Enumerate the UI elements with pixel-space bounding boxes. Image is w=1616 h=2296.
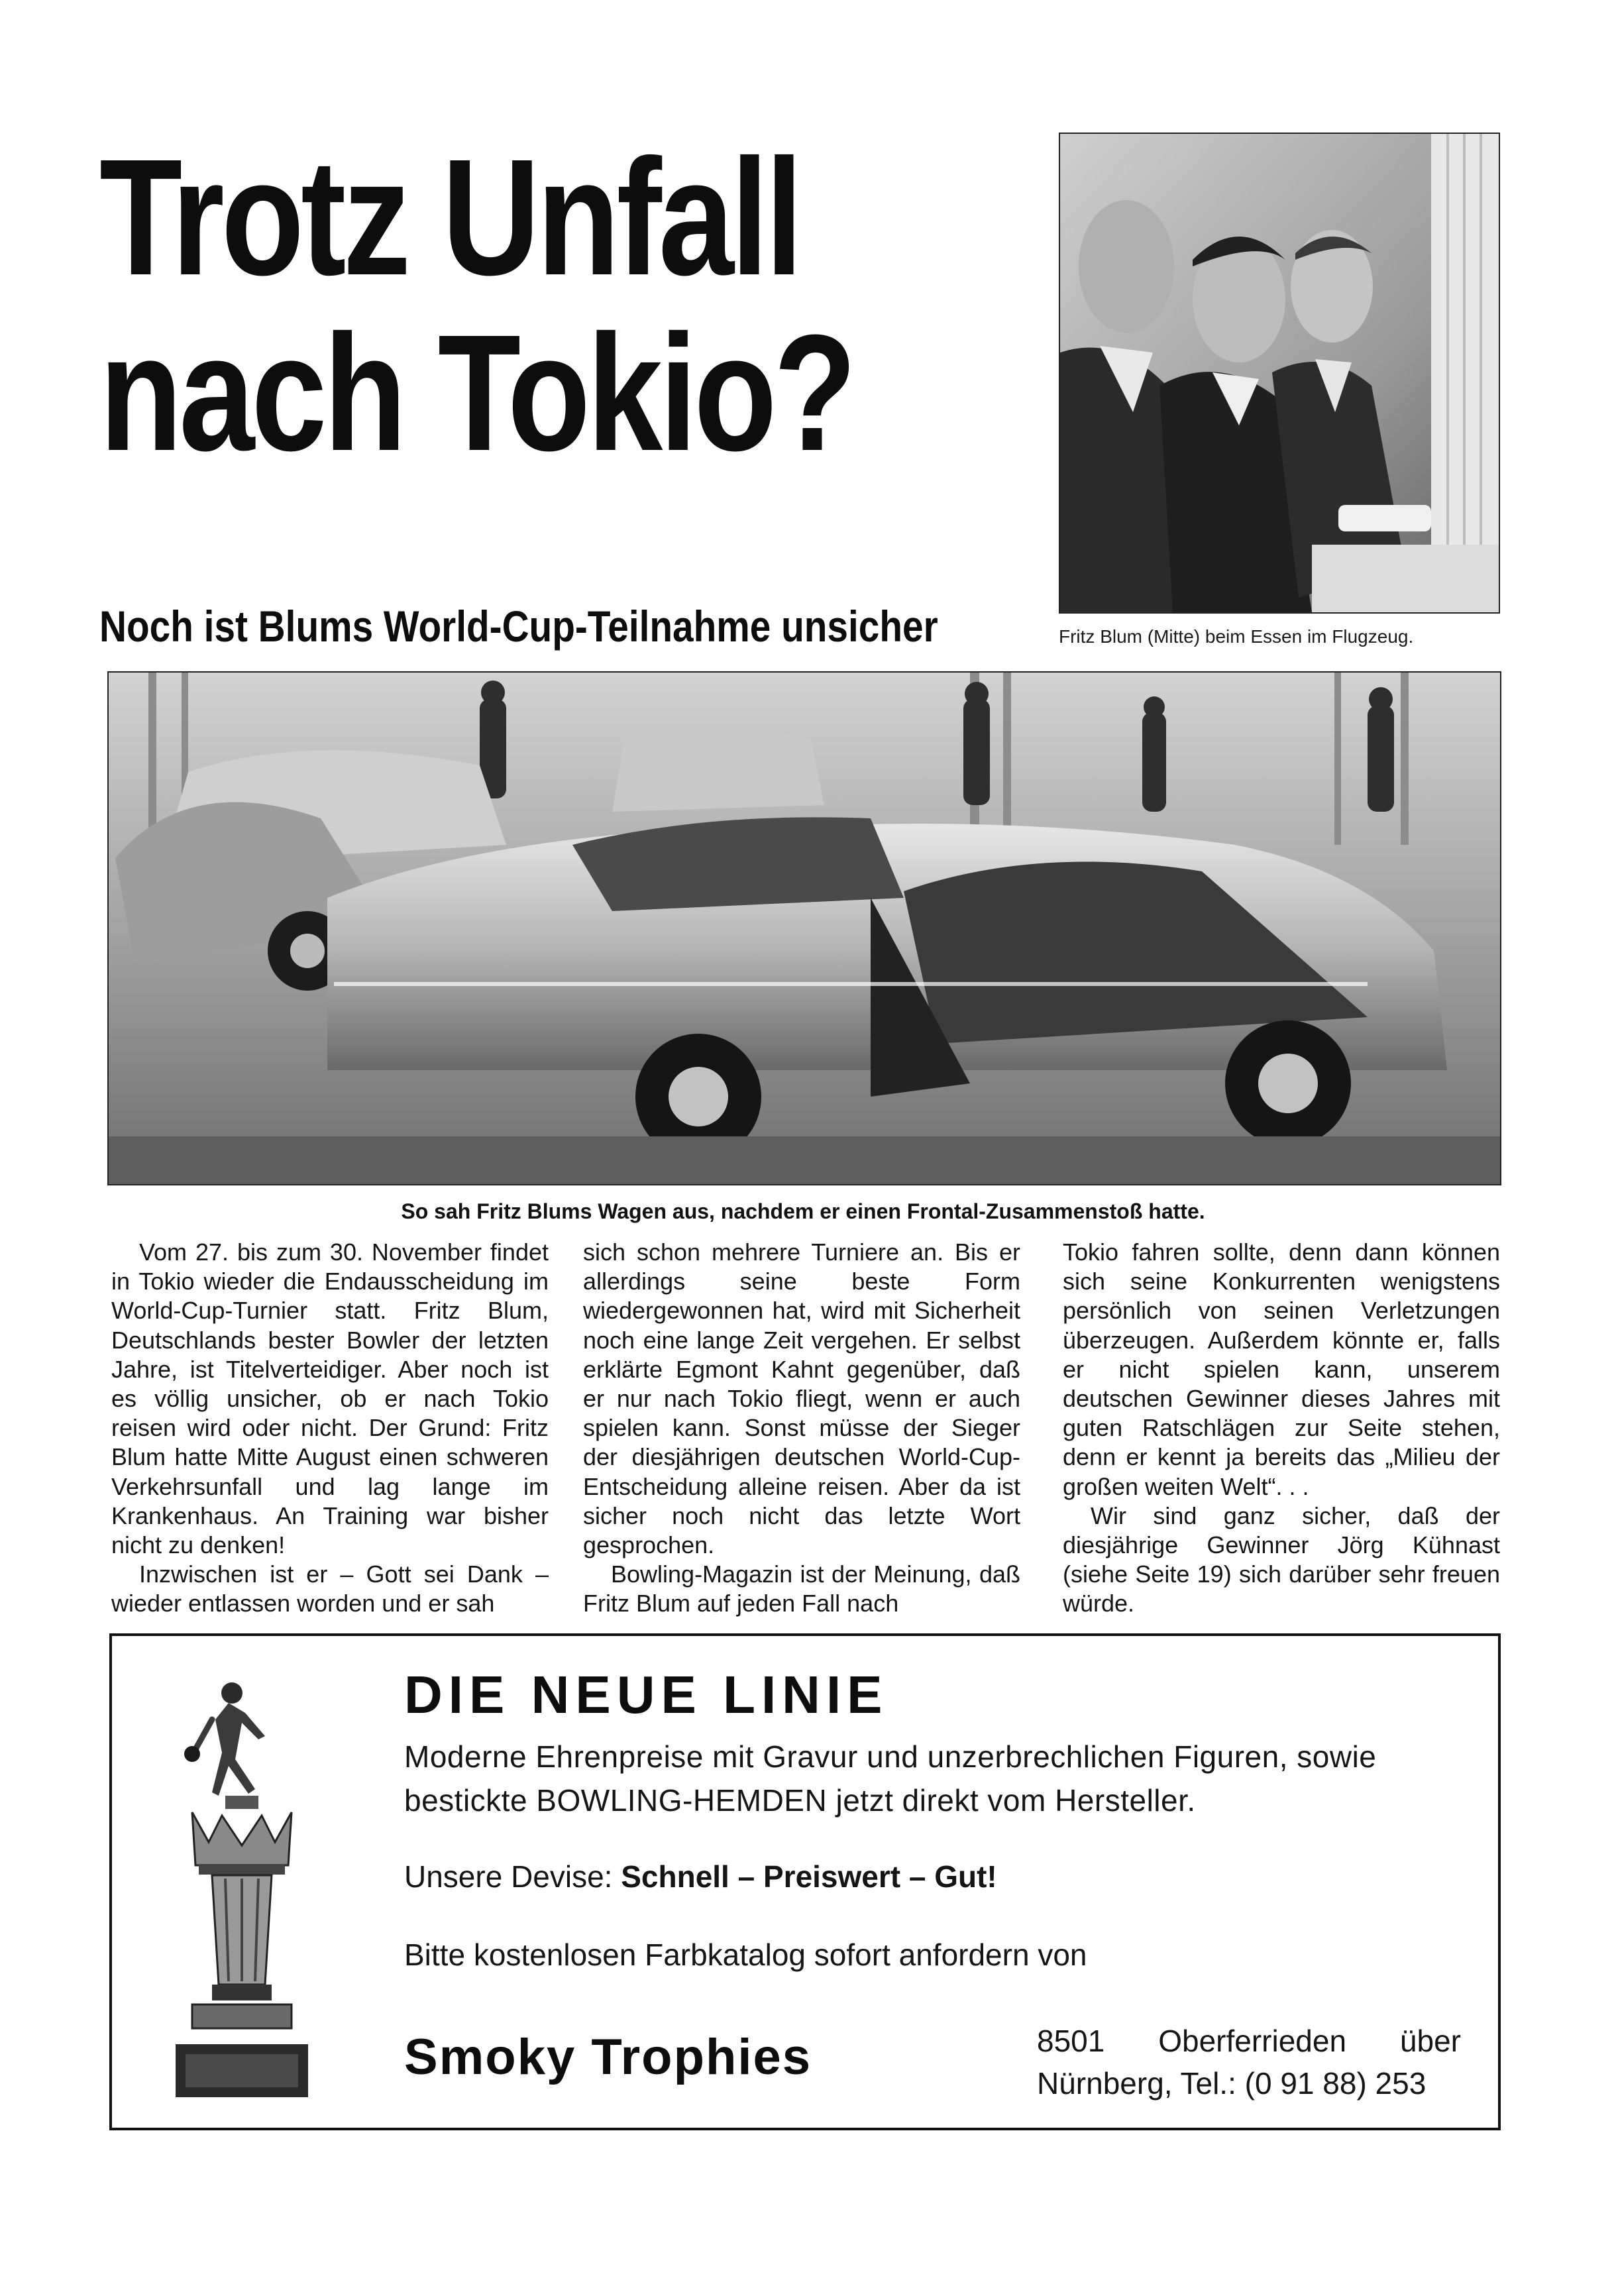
article-col2-paragraph-1: sich schon mehrere Turniere an. Bis er allerdings seine beste Form wiedergewonnen hat, wird mit Sicherheit noch eine lange Zeit vergehen. Er selbst erklärte Egmont Kahnt gegenüber, daß er nur nach Tokio fliegt, wenn er auch spielen kann. Sonst müsse der Sieger der diesjährigen deutschen World-Cup-Entscheidung alleine reisen. Aber da ist sicher noch nicht das letzte Wort gesprochen.	[583, 1238, 1020, 1559]
headline-line-1: Trotz Unfall	[99, 125, 800, 309]
ad-catalog-request: Bitte kostenlosen Farbkatalog sofort anfordern von	[404, 1938, 1087, 1972]
ad-title: DIE NEUE LINIE	[404, 1665, 889, 1724]
photo-crashed-car-illustration	[109, 673, 1500, 1184]
photo-men-dining-illustration	[1060, 134, 1499, 612]
ad-description: Moderne Ehrenpreise mit Gravur und unzerbrechlichen Figuren, sowie bestickte BOWLING-HEMDEN jetzt direkt vom Hersteller.	[404, 1739, 1377, 1818]
article-col3-paragraph-2: Wir sind ganz sicher, daß der diesjährige Gewinner Jörg Kühnast (siehe Seite 19) sich darüber sehr freuen würde.	[1063, 1502, 1500, 1617]
article-col3-paragraph-1: Tokio fahren sollte, denn dann können sich seine Konkurrenten wenigstens persönlich von seinen Verletzungen überzeugen. Außerdem könnte er, falls er nicht spielen kann, unserem deutschen Gewinner dieses Jahres mit guten Ratschlägen zur Seite stehen, denn er kennt ja bereits das „Milieu der großen weiten Welt“. . .	[1063, 1238, 1500, 1500]
photo-top-caption: Fritz Blum (Mitte) beim Essen im Flugzeug.	[1059, 626, 1414, 647]
trophy-bowler-icon	[166, 1673, 318, 2110]
ad-address-line-2: Nürnberg, Tel.: (0 91 88) 253	[1037, 2066, 1427, 2101]
ad-motto-value: Schnell – Preiswert – Gut!	[621, 1859, 997, 1894]
article-col2-paragraph-2: Bowling-Magazin ist der Meinung, daß Fritz Blum auf jeden Fall nach	[583, 1560, 1020, 1617]
article-column-1	[111, 1238, 549, 1619]
article-col1-paragraph-2: Inzwischen ist er – Gott sei Dank – wieder entlassen worden und er sah	[111, 1560, 549, 1617]
photo-crashed-car	[107, 671, 1501, 1185]
article-column-3	[1063, 1238, 1500, 1619]
article-column-2	[583, 1238, 1020, 1619]
ad-address-line-1: 8501 Oberferrieden über	[1037, 2024, 1461, 2058]
photo-car-caption: So sah Fritz Blums Wagen aus, nachdem er einen Frontal-Zusammenstoß hatte.	[401, 1199, 1205, 1223]
ad-company-name: Smoky Trophies	[404, 2029, 812, 2085]
photo-fritz-blum-airplane	[1059, 133, 1500, 614]
subheadline: Noch ist Blums World-Cup-Teilnahme unsicher	[99, 602, 938, 651]
article-col1-paragraph-1: Vom 27. bis zum 30. November findet in Tokio wieder die Endausscheidung im World-Cup-Turnier statt. Fritz Blum, Deutschlands bester Bowler der letzten Jahre, ist Titelverteidiger. Aber noch ist es völlig unsicher, ob er nach Tokio reisen wird oder nicht. Der Grund: Fritz Blum hatte Mitte August einen schweren Verkehrsunfall und lag lange im Krankenhaus. An Training war bisher nicht zu denken!	[111, 1238, 549, 1559]
headline	[99, 125, 871, 485]
ad-address	[1037, 2020, 1461, 2105]
headline-line-2: nach Tokio?	[99, 300, 853, 485]
ad-motto	[404, 1857, 997, 1896]
ad-motto-label: Unsere Devise:	[404, 1859, 613, 1894]
